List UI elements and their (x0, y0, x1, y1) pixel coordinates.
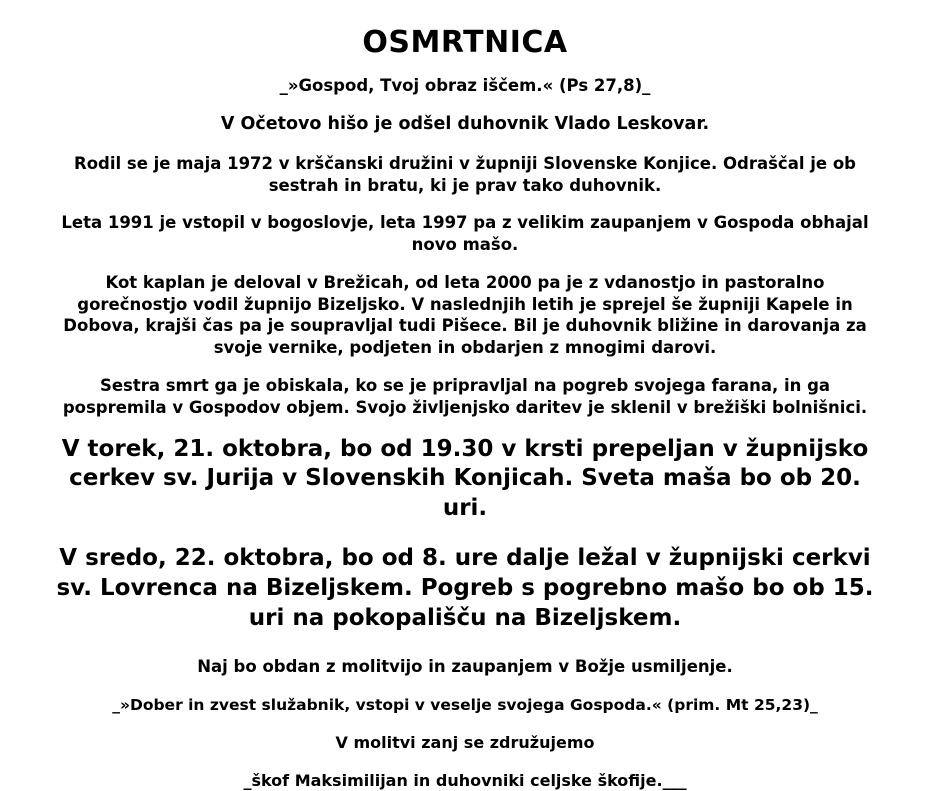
closing-prayer-note: Naj bo obdan z molitvijo in zaupanjem v Božje usmiljenje. (197, 656, 733, 676)
biography-paragraph-1: Rodil se je maja 1972 v krščanski družini v župniji Slovenske Konjice. Odraščal je ob sestrah in bratu, ki je prav tako duhovnik. (73, 153, 856, 195)
scripture-quote: _»Dober in zvest služabnik, vstopi v veselje svojega Gospoda.« (prim. Mt 25,23)_ (112, 695, 818, 714)
biography-paragraph-2: Leta 1991 je vstopil v bogoslovje, leta 1997 pa z velikim zaupanjem v Gospoda obhajal novo mašo. (61, 213, 869, 255)
join-in-prayer: V molitvi zanj se združujemo (335, 733, 595, 753)
announcement-tuesday: V torek, 21. oktobra, bo od 19.30 v krsti prepeljan v župnijsko cerkev sv. Jurija v Slovenskih Konjicah. Sveta maša bo ob 20. uri. (61, 435, 869, 522)
signature: _škof Maksimilijan in duhovniki celjske škofije.___ (243, 771, 687, 791)
biography-paragraph-4: Sestra smrt ga je obiskala, ko se je pripravljal na pogreb svojega farana, in ga pospremila v Gospodov objem. Svojo življenjsko daritev je sklenil v brežiški bolnišnici. (62, 375, 868, 417)
lead-statement: V Očetovo hišo je odšel duhovnik Vlado Leskovar. (220, 113, 710, 134)
opening-quote: _»Gospod, Tvoj obraz iščem.« (Ps 27,8)_ (279, 76, 651, 95)
announcement-wednesday: V sredo, 22. oktobra, bo od 8. ure dalje ležal v župnijski cerkvi sv. Lovrenca na Bizeljskem. Pogreb s pogrebno mašo bo ob 15. uri na pokopališču na Bizeljskem. (56, 545, 874, 631)
page-title: OSMRTNICA (362, 25, 568, 60)
biography-paragraph-3: Kot kaplan je deloval v Brežicah, od leta 2000 pa je z vdanostjo in pastoralno gorečnostjo vodil župnijo Bizeljsko. V naslednjih letih je sprejel še župniji Kapele in Dobova, krajši čas pa je soupravljal tudi Pišece. Bil je duhovnik bližine in darovanja za svoje vernike, podjeten in obdarjen z mnogimi darovi. (63, 272, 867, 358)
